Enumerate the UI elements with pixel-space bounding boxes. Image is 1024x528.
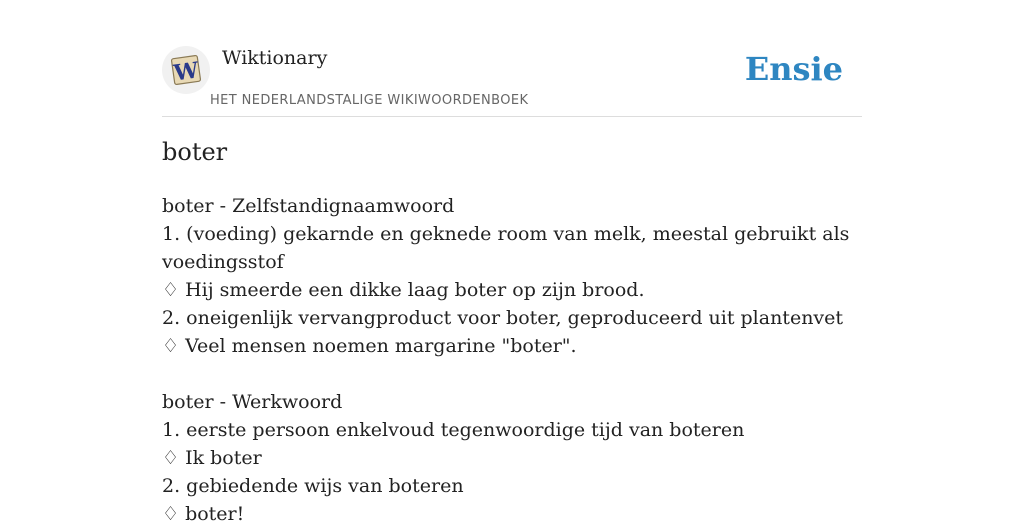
example-line: ♢ boter! <box>162 503 245 525</box>
entry-content <box>162 192 862 528</box>
definition-line: 1. (voeding) gekarnde en geknede room van melk, meestal gebruikt als voedingsstof <box>162 223 850 273</box>
page-title: boter <box>162 138 228 166</box>
section-verb <box>162 388 862 528</box>
definition-line: 2. oneigenlijk vervangproduct voor boter, geproduceerd uit plantenvet <box>162 307 844 329</box>
example-line: ♢ Ik boter <box>162 447 262 469</box>
section-spacer <box>162 360 862 388</box>
section-heading: boter - Zelfstandignaamwoord <box>162 195 455 217</box>
ensie-brand-link[interactable]: Ensie <box>744 50 843 88</box>
site-tagline: HET NEDERLANDSTALIGE WIKIWOORDENBOEK <box>210 93 529 108</box>
definition-line: 2. gebiedende wijs van boteren <box>162 475 464 497</box>
w-tile-icon <box>168 52 204 88</box>
svg-text:W: W <box>172 57 201 87</box>
example-line: ♢ Hij smeerde een dikke laag boter op zijn brood. <box>162 279 645 301</box>
site-header <box>162 44 862 117</box>
site-name[interactable]: Wiktionary <box>222 47 328 69</box>
section-noun <box>162 192 862 360</box>
example-line: ♢ Veel mensen noemen margarine "boter". <box>162 335 577 357</box>
section-heading: boter - Werkwoord <box>162 391 343 413</box>
definition-line: 1. eerste persoon enkelvoud tegenwoordige tijd van boteren <box>162 419 745 441</box>
wiktionary-logo-icon[interactable] <box>162 46 210 94</box>
